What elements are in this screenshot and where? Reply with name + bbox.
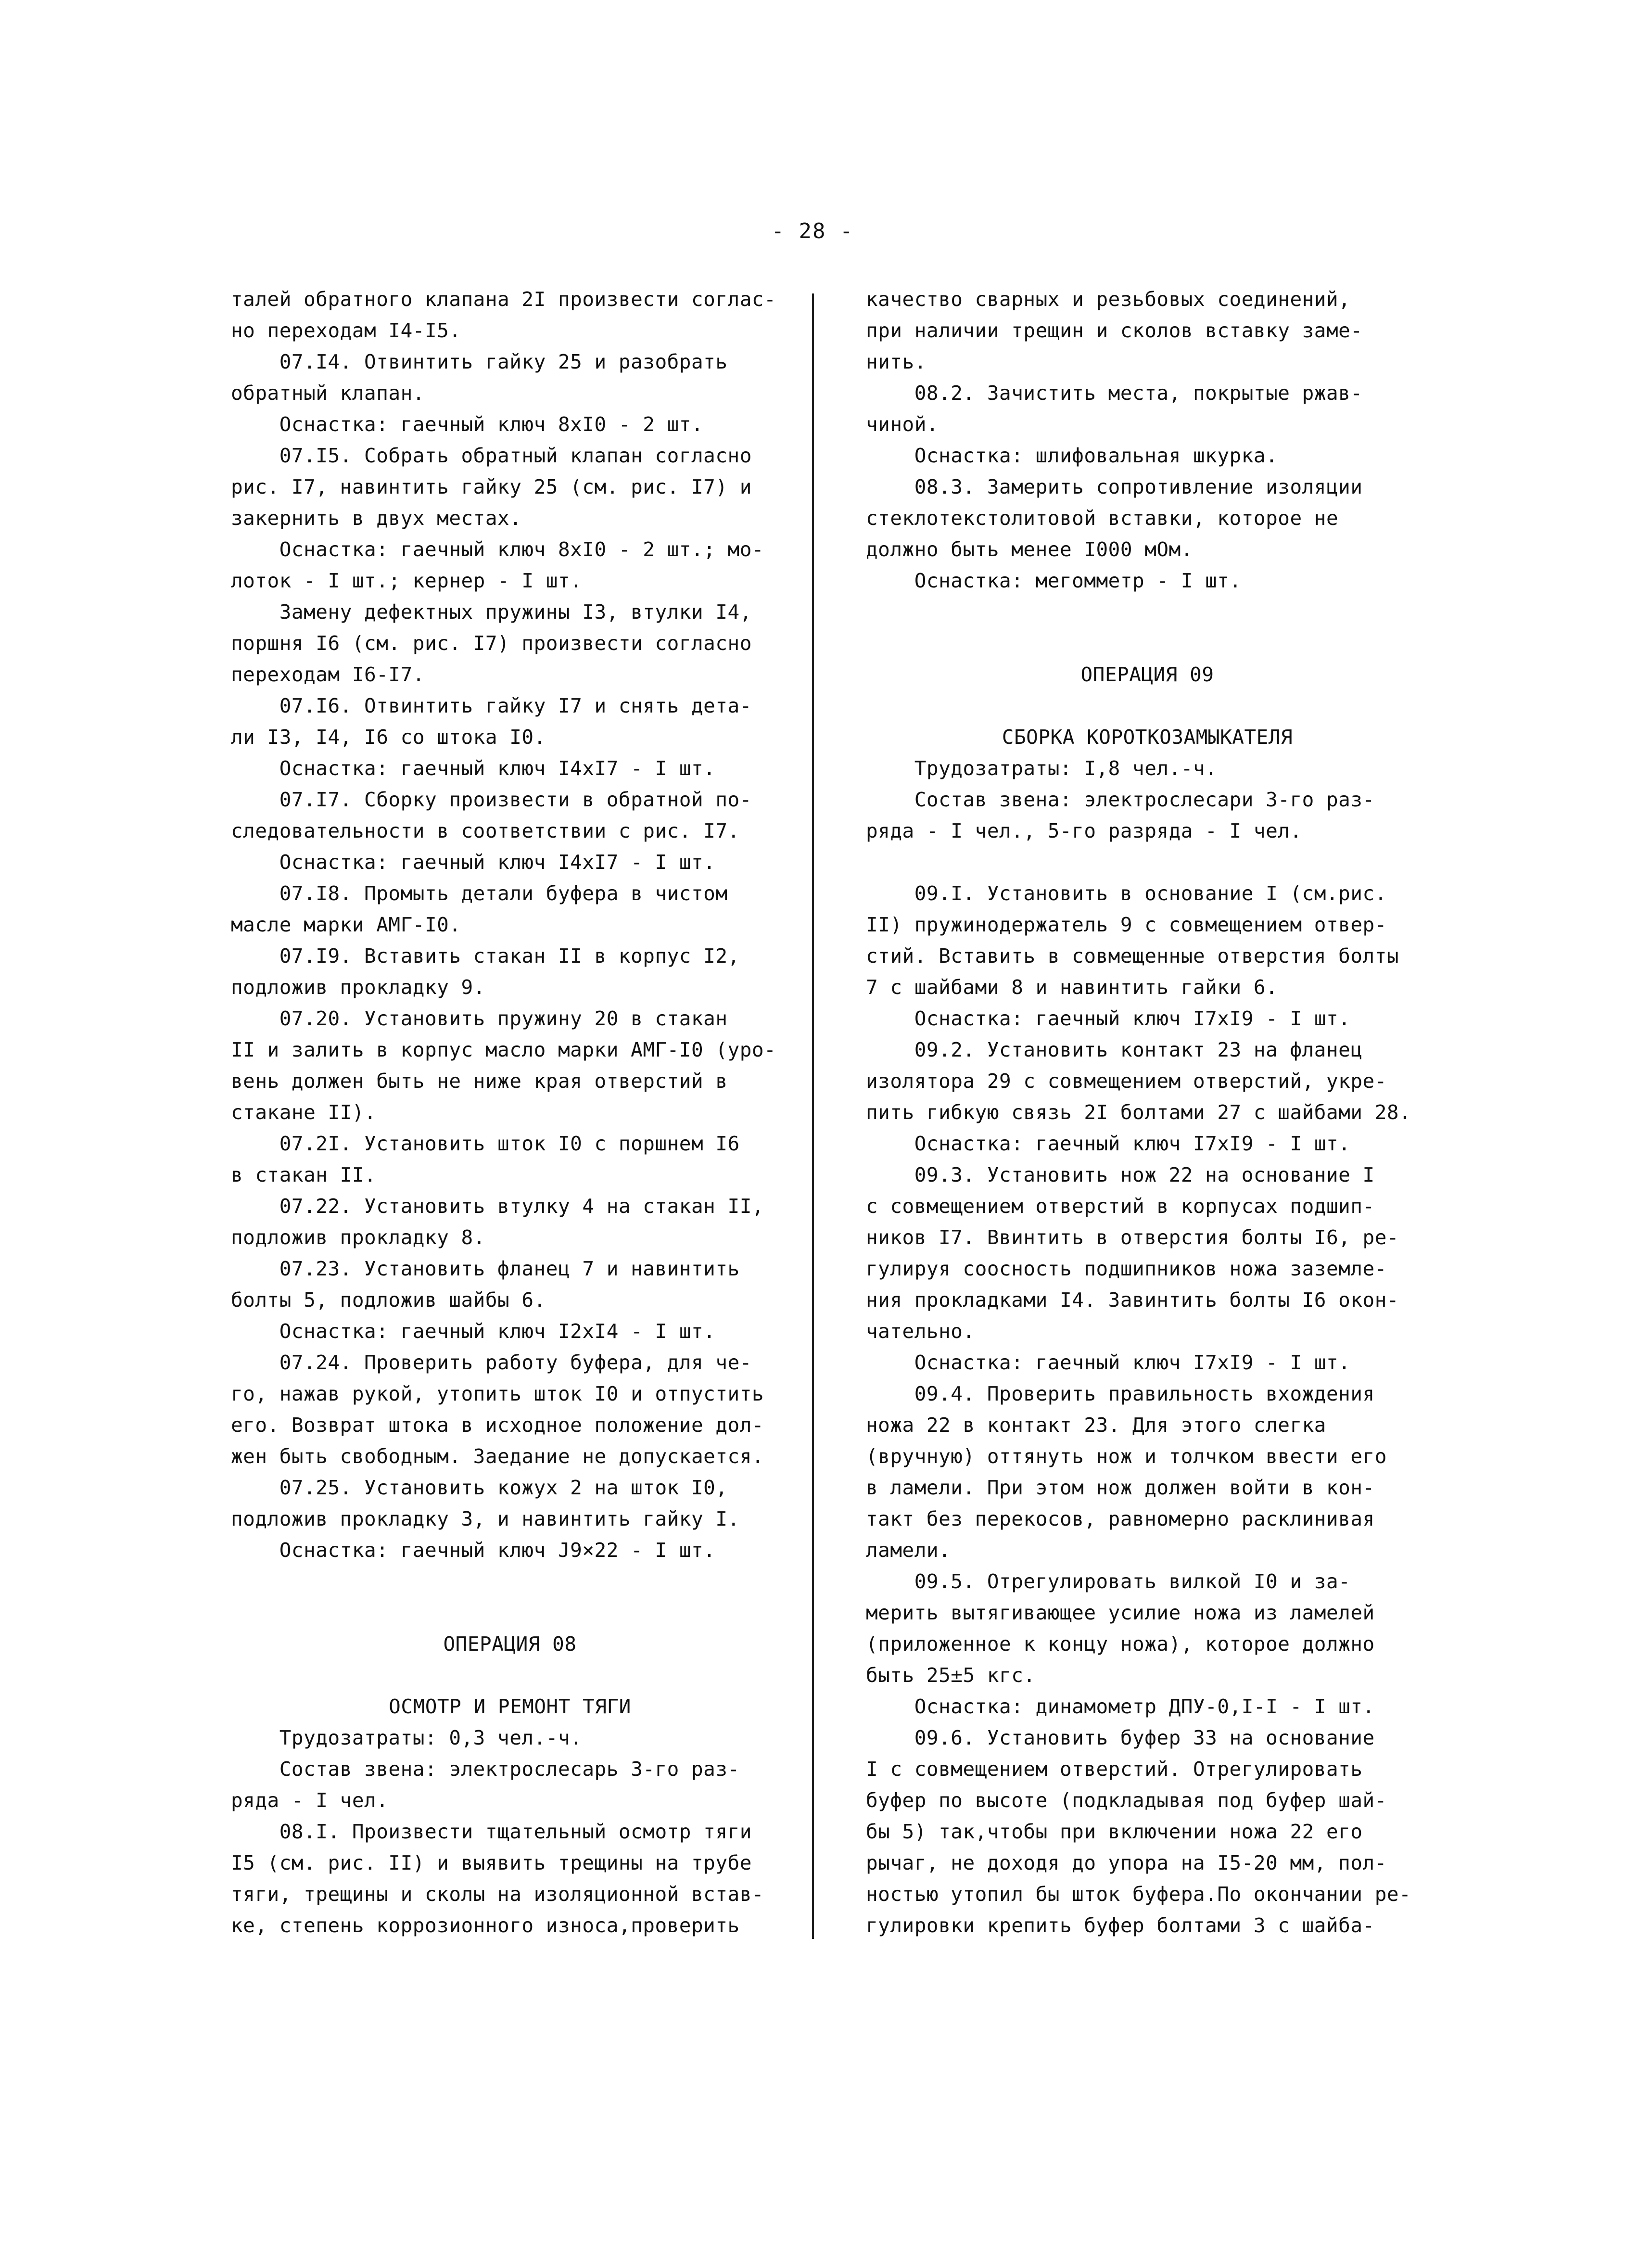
text-line: ножа 22 в контакт 23. Для этого слегка (866, 1414, 1326, 1437)
text-line: поршня I6 (см. рис. I7) произвести согласно (231, 632, 752, 655)
operation-08-title: ОПЕРАЦИЯ 08 (443, 1632, 577, 1656)
text-line: Оснастка: гаечный ключ 8хI0 - 2 шт.; мо- (231, 538, 764, 561)
text-line: 07.23. Установить фланец 7 и навинтить (231, 1257, 740, 1280)
text-line: Оснастка: гаечный ключ I4хI7 - I шт. (231, 757, 716, 780)
text-line: 09.2. Установить контакт 23 на фланец (866, 1038, 1363, 1061)
text-line: ников I7. Ввинтить в отверстия болты I6, ре- (866, 1226, 1399, 1249)
operation-09-subtitle: СБОРКА КОРОТКОЗАМЫКАТЕЛЯ (1002, 726, 1293, 749)
text-line: Оснастка: мегомметр - I шт. (866, 569, 1242, 592)
text-line: такт без перекосов, равномерно расклинивая (866, 1507, 1375, 1530)
text-line: (вручную) оттянуть нож и толчком ввести его (866, 1445, 1387, 1468)
text-line: в ламели. При этом нож должен войти в кон- (866, 1476, 1375, 1499)
text-line: 09.4. Проверить правильность вхождения (866, 1382, 1375, 1405)
right-intro-block (866, 753, 1429, 847)
text-line: обратный клапан. (231, 382, 425, 405)
text-line: масле марки АМГ-I0. (231, 913, 461, 936)
text-line: должно быть менее I000 мОм. (866, 538, 1193, 561)
text-line: I5 (см. рис. II) и выявить трещины на трубе (231, 1851, 752, 1874)
text-line: ряда - I чел. (231, 1789, 389, 1812)
text-line: изолятора 29 с совмещением отверстий, укре- (866, 1070, 1387, 1093)
text-line: 07.25. Установить кожух 2 на шток I0, (231, 1476, 728, 1499)
text-line: 07.20. Установить пружину 20 в стакан (231, 1007, 728, 1030)
text-line: нить. (866, 350, 927, 373)
text-line: подложив прокладку 9. (231, 976, 485, 999)
text-line: буфер по высоте (подкладывая под буфер шай- (866, 1789, 1387, 1812)
text-line: 09.5. Отрегулировать вилкой I0 и за- (866, 1570, 1351, 1593)
text-line: лоток - I шт.; кернер - I шт. (231, 569, 583, 592)
text-line: 07.22. Установить втулку 4 на стакан II, (231, 1195, 764, 1218)
text-line: стеклотекстолитовой вставки, которое не (866, 507, 1339, 530)
text-line: 7 с шайбами 8 и навинтить гайки 6. (866, 976, 1278, 999)
operation-08-subtitle: ОСМОТР И РЕМОНТ ТЯГИ (389, 1695, 631, 1718)
text-line: 07.I8. Промыть детали буфера в чистом (231, 882, 728, 905)
left-text-block (231, 284, 789, 1566)
left-text-block-2 (231, 1722, 789, 1941)
text-line: переходам I6-I7. (231, 663, 425, 686)
right-text-block (866, 284, 1429, 597)
text-line: следовательности в соответствии с рис. I7. (231, 819, 740, 842)
text-line: Оснастка: динамометр ДПУ-0,I-I - I шт. (866, 1695, 1375, 1718)
text-line: го, нажав рукой, утопить шток I0 и отпустить (231, 1382, 764, 1405)
text-line: Состав звена: электрослесари 3-го раз- (866, 788, 1375, 811)
page-number: - 28 - (771, 219, 854, 243)
text-line: 07.24. Проверить работу буфера, для че- (231, 1351, 752, 1374)
text-line: чиной. (866, 413, 939, 436)
text-line: гулировки крепить буфер болтами 3 с шайба- (866, 1914, 1375, 1937)
text-line: ностью утопил бы шток буфера.По окончании ре- (866, 1883, 1411, 1906)
column-divider (812, 293, 814, 1939)
text-line: 08.I. Произвести тщательный осмотр тяги (231, 1820, 752, 1843)
text-line: Оснастка: гаечный ключ I7хI9 - I шт. (866, 1007, 1351, 1030)
text-line: 07.I9. Вставить стакан II в корпус I2, (231, 944, 740, 968)
text-line: I с совмещением отверстий. Отрегулировать (866, 1758, 1363, 1781)
text-line: Оснастка: гаечный ключ I7хI9 - I шт. (866, 1351, 1351, 1374)
text-line: подложив прокладку 8. (231, 1226, 485, 1249)
text-line: но переходам I4-I5. (231, 319, 461, 342)
text-line: 07.I4. Отвинтить гайку 25 и разобрать (231, 350, 728, 373)
text-line: его. Возврат штока в исходное положение дол- (231, 1414, 764, 1437)
text-line: стакане II). (231, 1101, 377, 1124)
operation-09-title: ОПЕРАЦИЯ 09 (1080, 663, 1214, 686)
text-line: 08.3. Замерить сопротивление изоляции (866, 475, 1363, 498)
text-line: ламели. (866, 1539, 951, 1562)
text-line: ке, степень коррозионного износа,проверить (231, 1914, 740, 1937)
text-line: тяги, трещины и сколы на изоляционной встав- (231, 1883, 764, 1906)
text-line: II) пружинодержатель 9 с совмещением отвер- (866, 913, 1387, 936)
text-line: 07.I6. Отвинтить гайку I7 и снять дета- (231, 694, 752, 717)
text-line: в стакан II. (231, 1163, 377, 1186)
text-line: 08.2. Зачистить места, покрытые ржав- (866, 382, 1363, 405)
text-line: качество сварных и резьбовых соединений, (866, 288, 1351, 311)
text-line: стий. Вставить в совмещенные отверстия болты (866, 944, 1399, 968)
right-text-block-2 (866, 878, 1429, 1941)
text-line: рычаг, не доходя до упора на I5-20 мм, пол- (866, 1851, 1387, 1874)
text-line: Замену дефектных пружины I3, втулки I4, (231, 600, 752, 624)
left-column (231, 284, 789, 1941)
text-line: быть 25±5 кгс. (866, 1664, 1036, 1687)
text-line: жен быть свободным. Заедание не допускается. (231, 1445, 764, 1468)
text-line: при наличии трещин и сколов вставку заме- (866, 319, 1363, 342)
text-line: бы 5) так,чтобы при включении ножа 22 его (866, 1820, 1363, 1843)
text-line: Оснастка: гаечный ключ I7хI9 - I шт. (866, 1132, 1351, 1155)
text-line: 09.6. Установить буфер 33 на основание (866, 1726, 1375, 1749)
text-line: 09.I. Установить в основание I (см.рис. (866, 882, 1387, 905)
text-line: Оснастка: шлифовальная шкурка. (866, 444, 1278, 467)
text-line: талей обратного клапана 2I произвести соглас- (231, 288, 776, 311)
text-line: II и залить в корпус масло марки АМГ-I0 (уро- (231, 1038, 776, 1061)
text-line: Трудозатраты: I,8 чел.-ч. (866, 757, 1218, 780)
text-line: 07.I5. Собрать обратный клапан согласно (231, 444, 752, 467)
text-line: с совмещением отверстий в корпусах подшип- (866, 1195, 1375, 1218)
text-line: Оснастка: гаечный ключ 8хI0 - 2 шт. (231, 413, 704, 436)
text-line: Оснастка: гаечный ключ I2хI4 - I шт. (231, 1320, 716, 1343)
text-line: Трудозатраты: 0,3 чел.-ч. (231, 1726, 583, 1749)
text-line: вень должен быть не ниже края отверстий в (231, 1070, 728, 1093)
text-line: (приложенное к концу ножа), которое должно (866, 1632, 1375, 1656)
text-line: ряда - I чел., 5-го разряда - I чел. (866, 819, 1302, 842)
text-line: 09.3. Установить нож 22 на основание I (866, 1163, 1375, 1186)
text-line: Оснастка: гаечный ключ J9×22 - I шт. (231, 1539, 716, 1562)
text-line: Оснастка: гаечный ключ I4хI7 - I шт. (231, 851, 716, 874)
right-column (866, 284, 1429, 1941)
text-line: мерить вытягивающее усилие ножа из ламелей (866, 1601, 1375, 1624)
text-line: рис. I7, навинтить гайку 25 (см. рис. I7) и (231, 475, 752, 498)
text-line: ния прокладками I4. Завинтить болты I6 окон- (866, 1288, 1399, 1312)
text-line: подложив прокладку 3, и навинтить гайку I. (231, 1507, 740, 1530)
text-line: закернить в двух местах. (231, 507, 522, 530)
text-line: пить гибкую связь 2I болтами 27 с шайбами 28. (866, 1101, 1411, 1124)
text-line: гулируя соосность подшипников ножа заземле- (866, 1257, 1387, 1280)
text-line: ли I3, I4, I6 со штока I0. (231, 726, 546, 749)
text-line: чательно. (866, 1320, 975, 1343)
text-line: 07.2I. Установить шток I0 с поршнем I6 (231, 1132, 740, 1155)
text-line: 07.I7. Сборку произвести в обратной по- (231, 788, 752, 811)
text-line: Состав звена: электрослесарь 3-го раз- (231, 1758, 740, 1781)
text-line: болты 5, подложив шайбы 6. (231, 1288, 546, 1312)
